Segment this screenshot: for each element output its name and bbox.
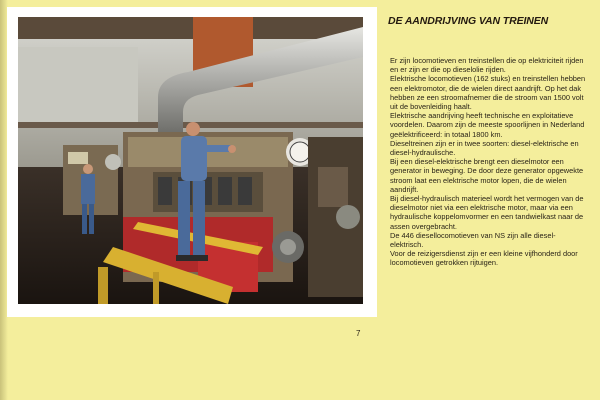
paragraph: Bij diesel-hydraulisch materieel wordt het vermogen van de dieselmotor niet via een elektrische motor, maar via een hydraulische koppelomvormer en een tandwielkast naar de assen overgebracht.: [390, 194, 584, 231]
paragraph: Voor de reizigersdienst zijn er een kleine vijfhonderd door locomotieven getrokken rijtuigen.: [390, 249, 578, 268]
paragraph: Elektrische aandrijving heeft technische en exploitatieve voordelen. Daarom zijn de meeste spoorlijnen in Nederland geëlektrificeerd: in totaal 1800 km.: [390, 111, 585, 139]
engine-room-illustration: [18, 17, 363, 304]
page-number: 7: [356, 329, 361, 338]
article-title: DE AANDRIJVING VAN TREINEN: [388, 15, 549, 27]
paragraph: Bij een diesel-elektrische brengt een dieselmotor een generator in beweging. De door deze generator opgewekte stroom laat een elektrische motor lopen, die de wielen aandrijft.: [390, 157, 584, 194]
paragraph: Er zijn locomotieven en treinstellen die op elektriciteit rijden en er zijn er die op dieselolie rijden.: [390, 56, 584, 75]
paragraph: Elektrische locomotieven (162 stuks) en treinstellen hebben een elektromotor, die de wielen direct aandrijft. Op het dak hebben ze een stroomafnemer die de stroom van 1500 volt uit de bovenleiding haalt.: [390, 74, 586, 112]
paragraph: Dieseltreinen zijn er in twee soorten: diesel-elektrische en diesel-hydraulische.: [390, 138, 579, 158]
article-body: [390, 56, 586, 268]
paragraph: De 446 diesellocomotieven van NS zijn alle diesel-elektrisch.: [390, 230, 556, 250]
engine-room-photo: [18, 17, 363, 304]
